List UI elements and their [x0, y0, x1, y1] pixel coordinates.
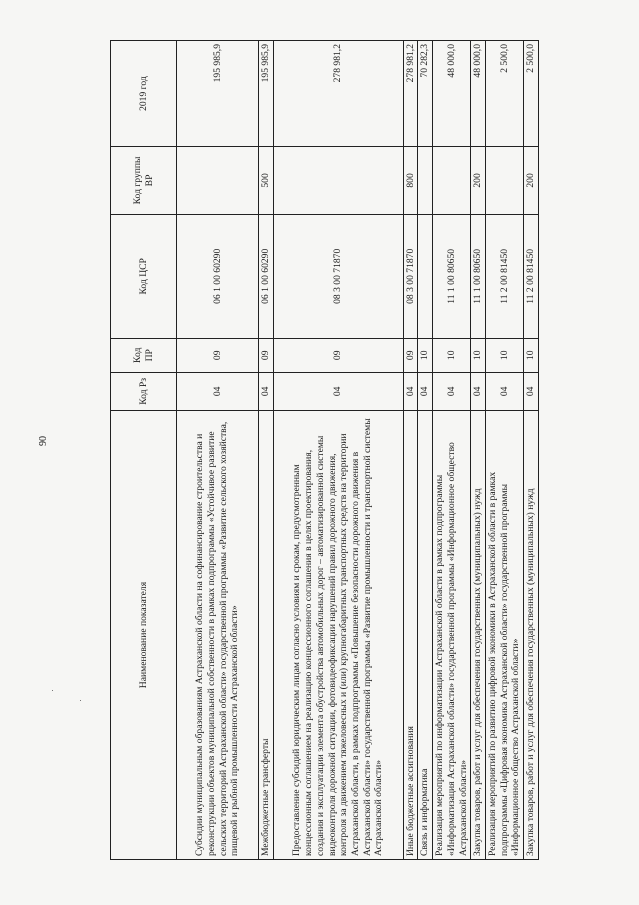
cell-amount: 278 981,2 — [403, 41, 418, 147]
cell-rz: 04 — [433, 372, 471, 410]
cell-csr: 06 1 00 60290 — [259, 214, 274, 338]
cell-vr: 200 — [524, 147, 539, 215]
cell-rz: 04 — [418, 372, 433, 410]
cell-name: Связь и информатика — [418, 411, 433, 860]
cell-amount: 278 981,2 — [273, 41, 403, 147]
cell-name: Закупка товаров, работ и услуг для обеспечения государственных (муниципальных) нужд — [524, 411, 539, 860]
header-vr: Код группы ВР — [111, 147, 177, 215]
cell-pr: 09 — [259, 338, 274, 372]
cell-rz: 04 — [485, 372, 523, 410]
cell-amount: 2 500,0 — [485, 41, 523, 147]
page-number: 90 — [38, 436, 49, 446]
cell-rz: 04 — [259, 372, 274, 410]
header-csr: Код ЦСР — [111, 214, 177, 338]
cell-vr — [433, 147, 471, 215]
cell-rz: 04 — [403, 372, 418, 410]
table-row — [273, 41, 403, 860]
cell-name: Реализация мероприятий по информатизации Астраханской области в рамках подпрограммы «Информатизация Астраханской области» государственной программы «Информационное общество Астраханской области» — [433, 411, 471, 860]
cell-name: Иные бюджетные ассигнования — [403, 411, 418, 860]
cell-rz: 04 — [524, 372, 539, 410]
cell-csr: 08 3 00 71870 — [403, 214, 418, 338]
cell-pr: 09 — [403, 338, 418, 372]
cell-vr: 200 — [471, 147, 486, 215]
table-header-row — [111, 41, 177, 860]
cell-vr — [485, 147, 523, 215]
table-row — [177, 41, 259, 860]
cell-pr: 10 — [433, 338, 471, 372]
cell-csr: 06 1 00 60290 — [177, 214, 259, 338]
cell-amount: 195 985,9 — [259, 41, 274, 147]
cell-pr: 10 — [485, 338, 523, 372]
cell-vr — [273, 147, 403, 215]
cell-amount: 48 000,0 — [433, 41, 471, 147]
header-rz: Код Рз — [111, 372, 177, 410]
cell-rz: 04 — [471, 372, 486, 410]
cell-vr: 500 — [259, 147, 274, 215]
cell-csr: 08 3 00 71870 — [273, 214, 403, 338]
cell-rz: 04 — [273, 372, 403, 410]
table-row — [403, 41, 418, 860]
cell-csr: 11 2 00 81450 — [524, 214, 539, 338]
cell-pr: 09 — [273, 338, 403, 372]
cell-rz: 04 — [177, 372, 259, 410]
cell-pr: 09 — [177, 338, 259, 372]
cell-name: Субсидии муниципальным образованиям Астраханской области на софинансирование строительства и реконструкции объектов муниципальной собственности в рамках подпрограммы «Устойчивое развитие сельских территорий Астраханской области» государственной программы «Развитие сельского хозяйства, пищевой и рыбной промышленности Астраханской области» — [177, 411, 259, 860]
header-name: Наименование показателя — [111, 411, 177, 860]
cell-csr — [418, 214, 433, 338]
cell-vr — [418, 147, 433, 215]
table-row — [433, 41, 471, 860]
rotated-table-wrapper — [110, 40, 537, 860]
table-row — [471, 41, 486, 860]
cell-csr: 11 1 00 80650 — [471, 214, 486, 338]
table-row — [259, 41, 274, 860]
cell-pr: 10 — [524, 338, 539, 372]
cell-amount: 70 282,3 — [418, 41, 433, 147]
cell-vr — [177, 147, 259, 215]
table-row — [524, 41, 539, 860]
cell-amount: 2 500,0 — [524, 41, 539, 147]
cell-name: Межбюджетные трансферты — [259, 411, 274, 860]
cell-csr: 11 1 00 80650 — [433, 214, 471, 338]
cell-amount: 195 985,9 — [177, 41, 259, 147]
cell-amount: 48 000,0 — [471, 41, 486, 147]
budget-table — [110, 40, 539, 860]
cell-name: Закупка товаров, работ и услуг для обеспечения государственных (муниципальных) нужд — [471, 411, 486, 860]
header-pr: Код ПР — [111, 338, 177, 372]
cell-name: Реализация мероприятий по развитию цифровой экономики в Астраханской области в рамках подпрограммы «Цифровая экономика Астраханской области» государственной программы «Информационное общество Астраханской области» — [485, 411, 523, 860]
scan-speck — [52, 690, 53, 691]
table-row — [418, 41, 433, 860]
cell-csr: 11 2 00 81450 — [485, 214, 523, 338]
cell-pr: 10 — [418, 338, 433, 372]
cell-pr: 10 — [471, 338, 486, 372]
cell-name: Предоставление субсидий юридическим лицам согласно условиям и срокам, предусмотренным концессионным соглашением на реализацию концессионного соглашения в целях проектирования, создания и эксплуатации элемента обустройства автомобильных дорог – автоматизированной системы видеоконтроля дорожной ситуации, фотовидеофиксации нарушений правил дорожного движения, контроля за движением тяжеловесных и (или) крупногабаритных транспортных средств на территории Астраханской области, в рамках подпрограммы «Повышение безопасности дорожного движения в Астраханской области» государственной программы «Развитие промышленности и транспортной системы Астраханской области» — [273, 411, 403, 860]
table-row — [485, 41, 523, 860]
scan-speck — [80, 700, 81, 701]
cell-vr: 800 — [403, 147, 418, 215]
header-year: 2019 год — [111, 41, 177, 147]
